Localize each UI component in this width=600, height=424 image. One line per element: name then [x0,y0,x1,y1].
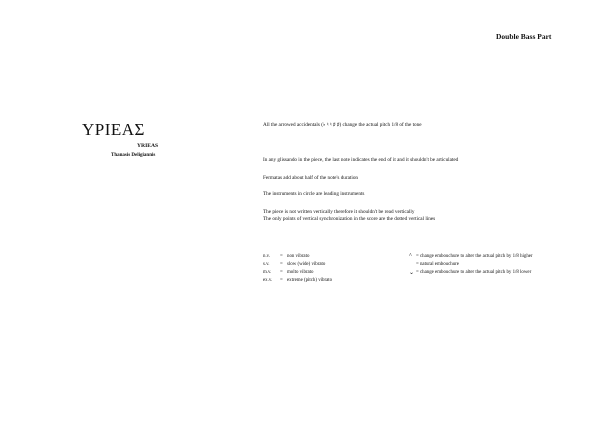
vibrato-meaning: non vibrato [287,254,310,259]
embouchure-lower-text: = change embouchure to alter the actual pitch by 1/8 lower [416,270,532,275]
vibrato-eq: = [280,254,283,259]
piece-title: ΥΡΙΕΑΣ [82,120,145,139]
note-leading-instruments: The instruments in circle are leading instruments [263,191,365,197]
vibrato-eq: = [280,270,283,275]
vibrato-meaning: slow (wide) vibrato [287,262,326,267]
note-vertical-reading: The piece is not written vertically therefore it shouldn't be read vertically [263,209,415,215]
note-fermatas: Fermatas add about half of the note's duration [263,175,359,181]
vibrato-abbr: m.v. [263,270,272,275]
embouchure-higher-text: = change embouchure to alter the actual pitch by 1/8 higher [416,254,533,259]
vibrato-eq: = [280,278,283,283]
piece-subtitle: YRIEAS [137,143,159,149]
part-label: Double Bass Part [496,32,552,41]
vibrato-meaning: extreme (pitch) vibrato [287,278,333,283]
note-glissando: In any glissando in the piece, the last note indicates the end of it and it shouldn't be articulated [263,157,459,163]
note-accidentals: All the arrowed accidentals (♭ ♮ ♮ ♯ ♯) change the actual pitch 1/8 of the tone [263,122,422,128]
vibrato-eq: = [280,262,283,267]
vibrato-abbr: n.v. [263,254,271,259]
embouchure-natural-text: = natural embouchure [416,262,459,267]
composer-name: Thanasis Deligiannis [111,153,156,158]
vibrato-abbr: ex.v. [263,278,273,283]
vibrato-meaning: molto vibrato [287,270,314,275]
vibrato-abbr: s.v. [263,262,270,267]
note-synchronization: The only points of vertical synchronization in the score are the dotted vertical lines [263,216,436,222]
caret-up-icon: ^ [409,253,412,259]
caret-down-icon: ⌄ [409,270,415,276]
